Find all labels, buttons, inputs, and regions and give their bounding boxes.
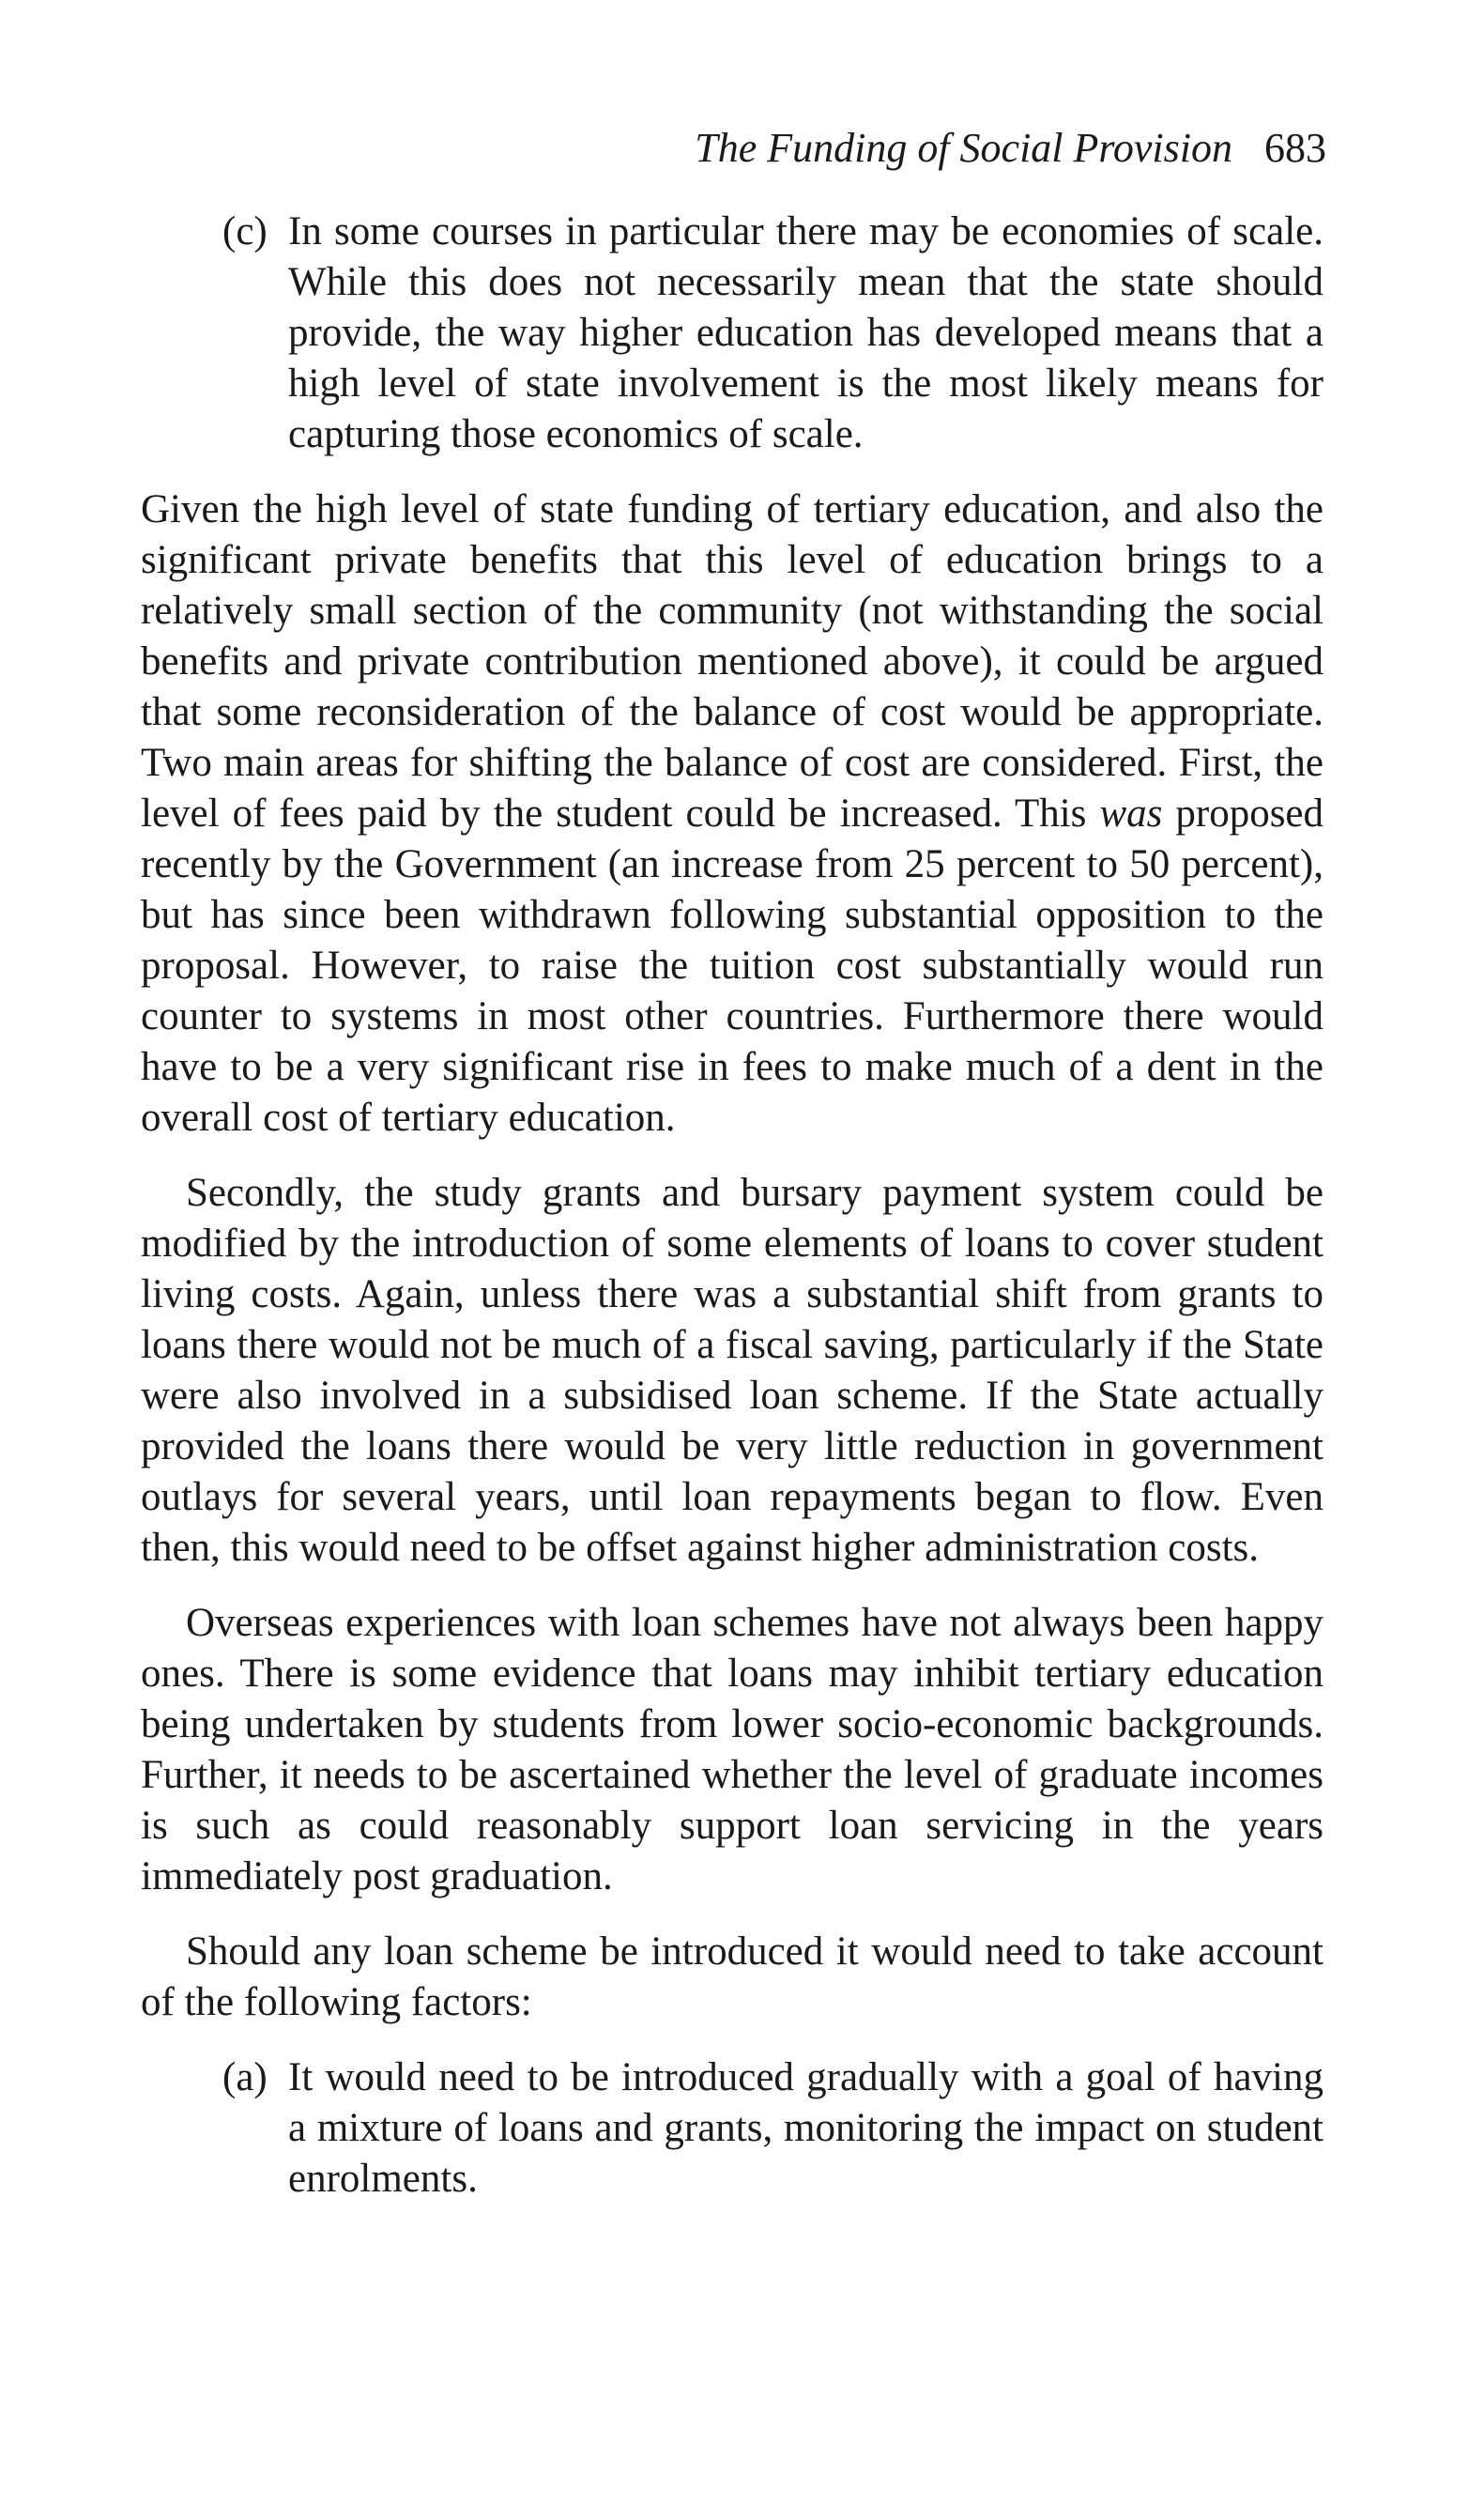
paragraph-overseas: Overseas experiences with loan schemes have not always been happy ones. There is some evidence that loans may inhibit tertiary education being undertaken by students from lower socio-economic backgrounds. Further, it needs to be ascertained whether the level of graduate incomes is such as could reasonably support loan servicing in the years immediately post graduation. bbox=[141, 1601, 1323, 1898]
paragraph-loans: Secondly, the study grants and bursary payment system could be modified by the introduction of some elements of loans to cover student living costs. Again, unless there was a substantial shift from grants to loans there would not be much of a fiscal saving, particularly if the State were also involved in a subsidised loan scheme. If the State actually provided the loans there would be very little reduction in government outlays for several years, until loan repayments began to flow. Even then, this would need to be offset against higher administration costs. bbox=[141, 1171, 1323, 1570]
list-marker-a: (a) bbox=[222, 2055, 268, 2099]
list-item-a bbox=[141, 2052, 1323, 2205]
list-item-c-text: In some courses in particular there may be economies of scale. While this does not necessarily mean that the state should provide, the way higher education has developed means that a high level of state involvement is the most likely means for capturing those economics of scale. bbox=[288, 209, 1323, 456]
list-marker-c: (c) bbox=[222, 209, 268, 254]
body-text bbox=[141, 207, 1323, 2205]
running-head bbox=[695, 120, 1326, 177]
emphasis-was: was bbox=[1099, 791, 1163, 836]
page-number: 683 bbox=[1264, 125, 1326, 171]
list-item-a-text: It would need to be introduced gradually with a goal of having a mixture of loans and grants, monitoring the impact on student enrolments. bbox=[288, 2055, 1323, 2201]
list-item-c bbox=[141, 207, 1323, 460]
running-head-title: The Funding of Social Provision bbox=[695, 125, 1232, 171]
paragraph-loan-factors: Should any loan scheme be introduced it would need to take account of the following factors: bbox=[141, 1929, 1323, 2024]
paragraph-funding-balance-part1: Given the high level of state funding of tertiary education, and also the significant private benefits that this level of education brings to a relatively small section of the community (not withstanding the social benefits and private contribution mentioned above), it could be argued that some reconsideration of the balance of cost would be appropriate. Two main areas for shifting the balance of cost are considered. First, the level of fees paid by the student could be increased. This bbox=[141, 487, 1323, 836]
paragraph-funding-balance-part2: proposed recently by the Government (an increase from 25 percent to 50 percent), but has since been withdrawn following substantial opposition to the proposal. However, to raise the tuition cost substantially would run counter to systems in most other countries. Furthermore there would have to be a very significant rise in fees to make much of a dent in the overall cost of tertiary education. bbox=[141, 791, 1324, 1140]
paragraph-funding-balance bbox=[141, 484, 1323, 1144]
